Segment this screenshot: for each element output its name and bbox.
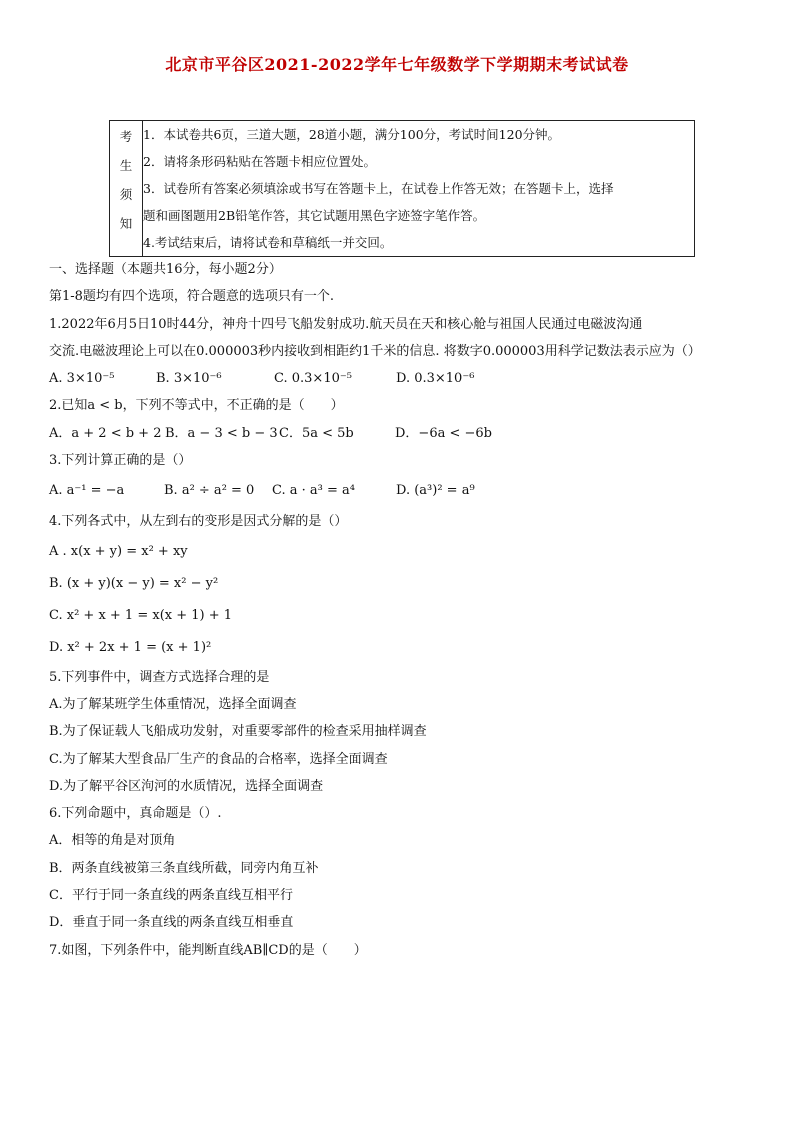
q4-stem: 4.下列各式中，从左到右的变形是因式分解的是（） — [49, 514, 348, 530]
q5-option-d: D.为了解平谷区泃河的水质情况，选择全面调查 — [49, 778, 324, 794]
notice-label-char: 生 — [119, 158, 133, 173]
q5-option-a: A.为了解某班学生体重情况，选择全面调查 — [49, 696, 297, 712]
q1-option-d: D. 0.3×10⁻⁶ — [396, 371, 475, 387]
q1-options — [49, 365, 761, 392]
q2-option-d: D．−6a < −6b — [395, 425, 492, 441]
q1-stem-line2: 交流.电磁波理论上可以在0.000003秒内接收到相距约1千米的信息. 将数字0.000003用科学记数法表示应为（） — [49, 343, 701, 359]
q1-stem-line1: 1.2022年6月5日10时44分，神舟十四号飞船发射成功.航天员在天和核心舱与祖国人民通过电磁波沟通 — [49, 316, 643, 332]
q3-options — [49, 474, 761, 508]
q1-option-b: B. 3×10⁻⁶ — [156, 371, 222, 387]
notice-label-char: 须 — [119, 187, 133, 202]
q6-option-c: C．平行于同一条直线的两条直线互相平行 — [49, 888, 293, 904]
q4-option-c: C. x² + x + 1 = x(x + 1) + 1 — [49, 607, 233, 623]
notice-item: 2．请将条形码粘贴在答题卡相应位置处。 — [143, 154, 376, 169]
notice-label — [110, 121, 143, 257]
q6-option-d: D．垂直于同一条直线的两条直线互相垂直 — [49, 915, 294, 931]
exam-title: 北京市平谷区2021-2022学年七年级数学下学期期末考试试卷 — [165, 55, 629, 74]
q7-stem: 7.如图，下列条件中，能判断直线AB∥CD的是（ ） — [49, 942, 367, 958]
q3-option-d: D. (a³)² = a⁹ — [396, 483, 475, 499]
q2-options — [49, 420, 761, 447]
notice-label-char: 知 — [119, 216, 133, 231]
q6-stem: 6.下列命题中，真命题是（）. — [49, 806, 222, 822]
exam-notice-box — [109, 120, 695, 257]
q5-option-b: B.为了保证载人飞船成功发射，对重要零部件的检查采用抽样调查 — [49, 724, 427, 740]
notice-label-char: 考 — [119, 129, 133, 144]
q6-option-b: B．两条直线被第三条直线所截，同旁内角互补 — [49, 860, 319, 876]
q4-option-d: D. x² + 2x + 1 = (x + 1)² — [49, 639, 212, 655]
notice-item: 3．试卷所有答案必须填涂或书写在答题卡上，在试卷上作答无效；在答题卡上，选择 — [143, 181, 614, 196]
notice-body — [143, 121, 695, 257]
q3-option-b: B. a² ÷ a² = 0 — [164, 483, 255, 499]
section-intro: 第1-8题均有四个选项，符合题意的选项只有一个. — [49, 289, 335, 305]
q2-option-a: A．a + 2 < b + 2 — [49, 425, 162, 441]
q3-option-c: C. a · a³ = a⁴ — [272, 483, 355, 499]
section-heading: 一、选择题（本题共16分，每小题2分） — [49, 262, 282, 277]
q6-option-a: A．相等的角是对顶角 — [49, 833, 176, 849]
q5-stem: 5.下列事件中，调查方式选择合理的是 — [49, 669, 270, 685]
q3-stem: 3.下列计算正确的是（） — [49, 453, 192, 469]
q3-option-a: A. a⁻¹ = −a — [49, 483, 125, 499]
question-content — [49, 256, 761, 964]
q2-stem: 2.已知a < b，下列不等式中，不正确的是（ ） — [49, 398, 344, 414]
notice-item: 4.考试结束后，请将试卷和草稿纸一并交回。 — [143, 235, 393, 250]
q5-option-c: C.为了解某大型食品厂生产的食品的合格率，选择全面调查 — [49, 751, 388, 767]
q4-option-a: A . x(x + y) = x² + xy — [49, 543, 188, 559]
q2-option-b: B．a − 3 < b − 3 — [165, 425, 278, 441]
notice-item: 题和画图题用2B铅笔作答，其它试题用黑色字迹签字笔作答。 — [143, 208, 486, 223]
q2-option-c: C．5a < 5b — [279, 425, 354, 441]
q4-option-b: B. (x + y)(x − y) = x² − y² — [49, 575, 219, 591]
notice-item: 1．本试卷共6页，三道大题，28道小题，满分100分，考试时间120分钟。 — [143, 127, 561, 142]
q1-option-a: A. 3×10⁻⁵ — [49, 371, 115, 387]
q1-option-c: C. 0.3×10⁻⁵ — [274, 371, 352, 387]
